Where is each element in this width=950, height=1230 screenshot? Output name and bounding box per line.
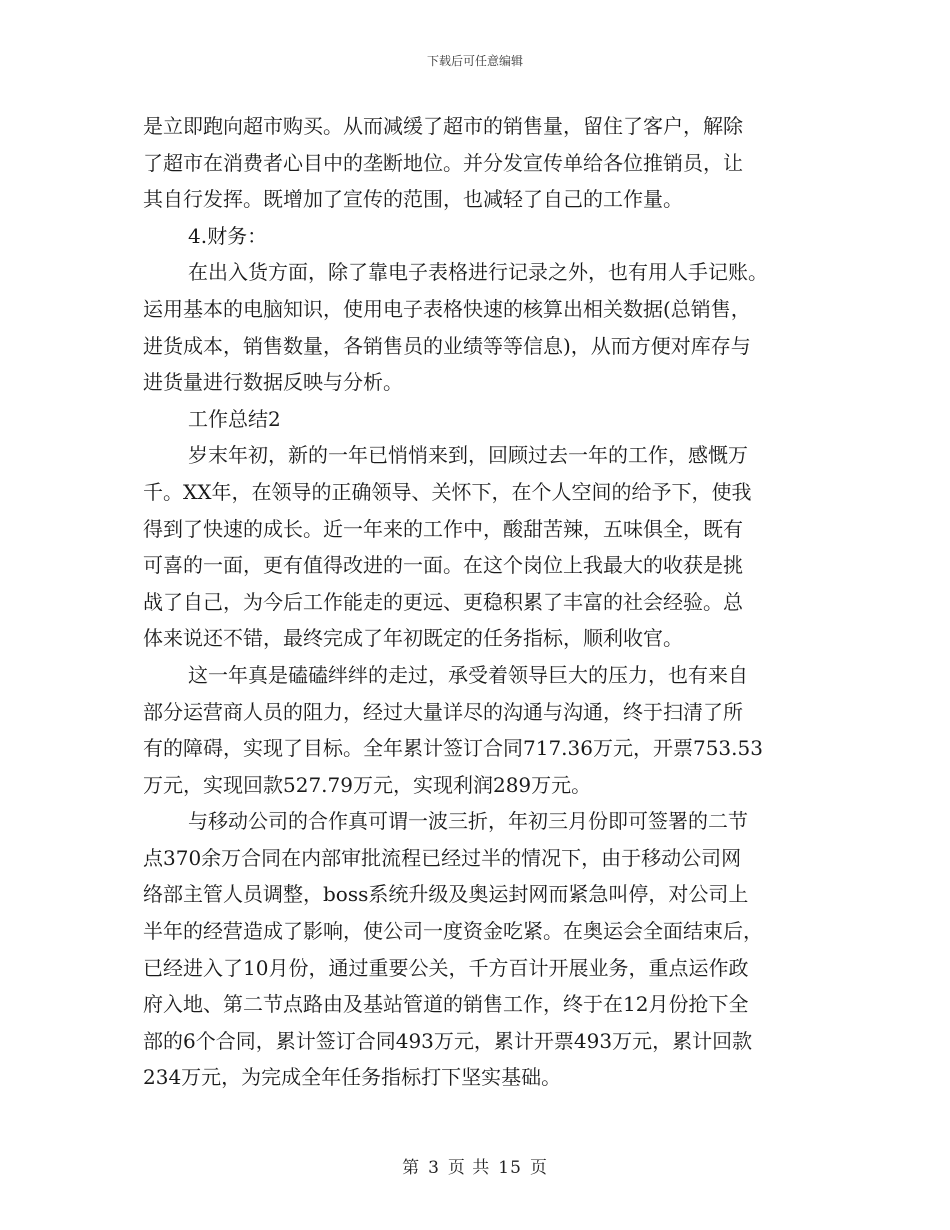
footer-middle: 页 共: [447, 1158, 491, 1178]
paragraph-line: 府入地、第二节点路由及基站管道的销售工作，终于在12月份抢下全: [143, 992, 749, 1017]
paragraph-line: 万元，实现回款527.79万元，实现利润289万元。: [143, 772, 592, 797]
paragraph-line: 岁末年初，新的一年已悄悄来到，回顾过去一年的工作，感慨万: [188, 443, 748, 468]
paragraph-line: 其自行发挥。既增加了宣传的范围，也减轻了自己的工作量。: [143, 187, 683, 212]
paragraph-line: 进货量进行数据反映与分析。: [143, 370, 403, 395]
current-page-number: 3: [428, 1158, 440, 1178]
paragraph-line: 点370余万合同在内部审批流程已经过半的情况下，由于移动公司网: [143, 845, 742, 870]
paragraph-line: 运用基本的电脑知识，使用电子表格快速的核算出相关数据(总销售，: [143, 296, 751, 321]
footer-prefix: 第: [402, 1158, 421, 1178]
paragraph-line: 234万元，为完成全年任务指标打下坚实基础。: [143, 1065, 562, 1090]
paragraph-line: 可喜的一面，更有值得改进的一面。在这个岗位上我最大的收获是挑: [143, 553, 743, 578]
paragraph-line: 半年的经营造成了影响，使公司一度资金吃紧。在奥运会全面结束后，: [143, 919, 763, 944]
paragraph-line: 得到了快速的成长。近一年来的工作中，酸甜苦辣，五味俱全，既有: [143, 516, 743, 541]
footer-suffix: 页: [529, 1158, 548, 1178]
page-footer: [0, 1153, 950, 1178]
document-body: [143, 108, 808, 1096]
paragraph-line: 有的障碍，实现了目标。全年累计签订合同717.36万元，开票753.53: [143, 736, 763, 761]
paragraph-line: 部分运营商人员的阻力，经过大量详尽的沟通与沟通，终于扫清了所: [143, 699, 743, 724]
page-header: 下载后可任意编辑: [426, 54, 523, 68]
paragraph-line: 在出入货方面，除了靠电子表格进行记录之外，也有用人手记账。: [188, 260, 768, 285]
paragraph-line: 已经进入了10月份，通过重要公关，千方百计开展业务，重点运作政: [143, 955, 749, 980]
paragraph-line: 是立即跑向超市购买。从而减缓了超市的销售量，留住了客户，解除: [143, 114, 743, 138]
section-heading-finance: 4.财务：: [188, 223, 268, 248]
paragraph-line: 这一年真是磕磕绊绊的走过，承受着领导巨大的压力，也有来自: [188, 662, 748, 687]
paragraph-line: 部的6个合同，累计签订合同493万元，累计开票493万元，累计回款: [143, 1028, 753, 1053]
total-page-count: 15: [498, 1158, 522, 1178]
paragraph-line: 与移动公司的合作真可谓一波三折，年初三月份即可签署的二节: [188, 809, 748, 834]
paragraph-line: 战了自己，为今后工作能走的更远、更稳积累了丰富的社会经验。总: [143, 589, 743, 614]
paragraph-line: 络部主管人员调整，boss系统升级及奥运封网而紧急叫停，对公司上: [143, 882, 749, 907]
section-heading-work-summary: 工作总结2: [188, 406, 281, 431]
paragraph-line: 千。XX年，在领导的正确领导、关怀下，在个人空间的给予下，使我: [143, 479, 752, 504]
paragraph-line: 进货成本，销售数量，各销售员的业绩等等信息)，从而方便对库存与: [143, 333, 751, 358]
paragraph-line: 了超市在消费者心目中的垄断地位。并分发宣传单给各位推销员，让: [143, 150, 743, 175]
paragraph-line: 体来说还不错，最终完成了年初既定的任务指标，顺利收官。: [143, 626, 683, 651]
